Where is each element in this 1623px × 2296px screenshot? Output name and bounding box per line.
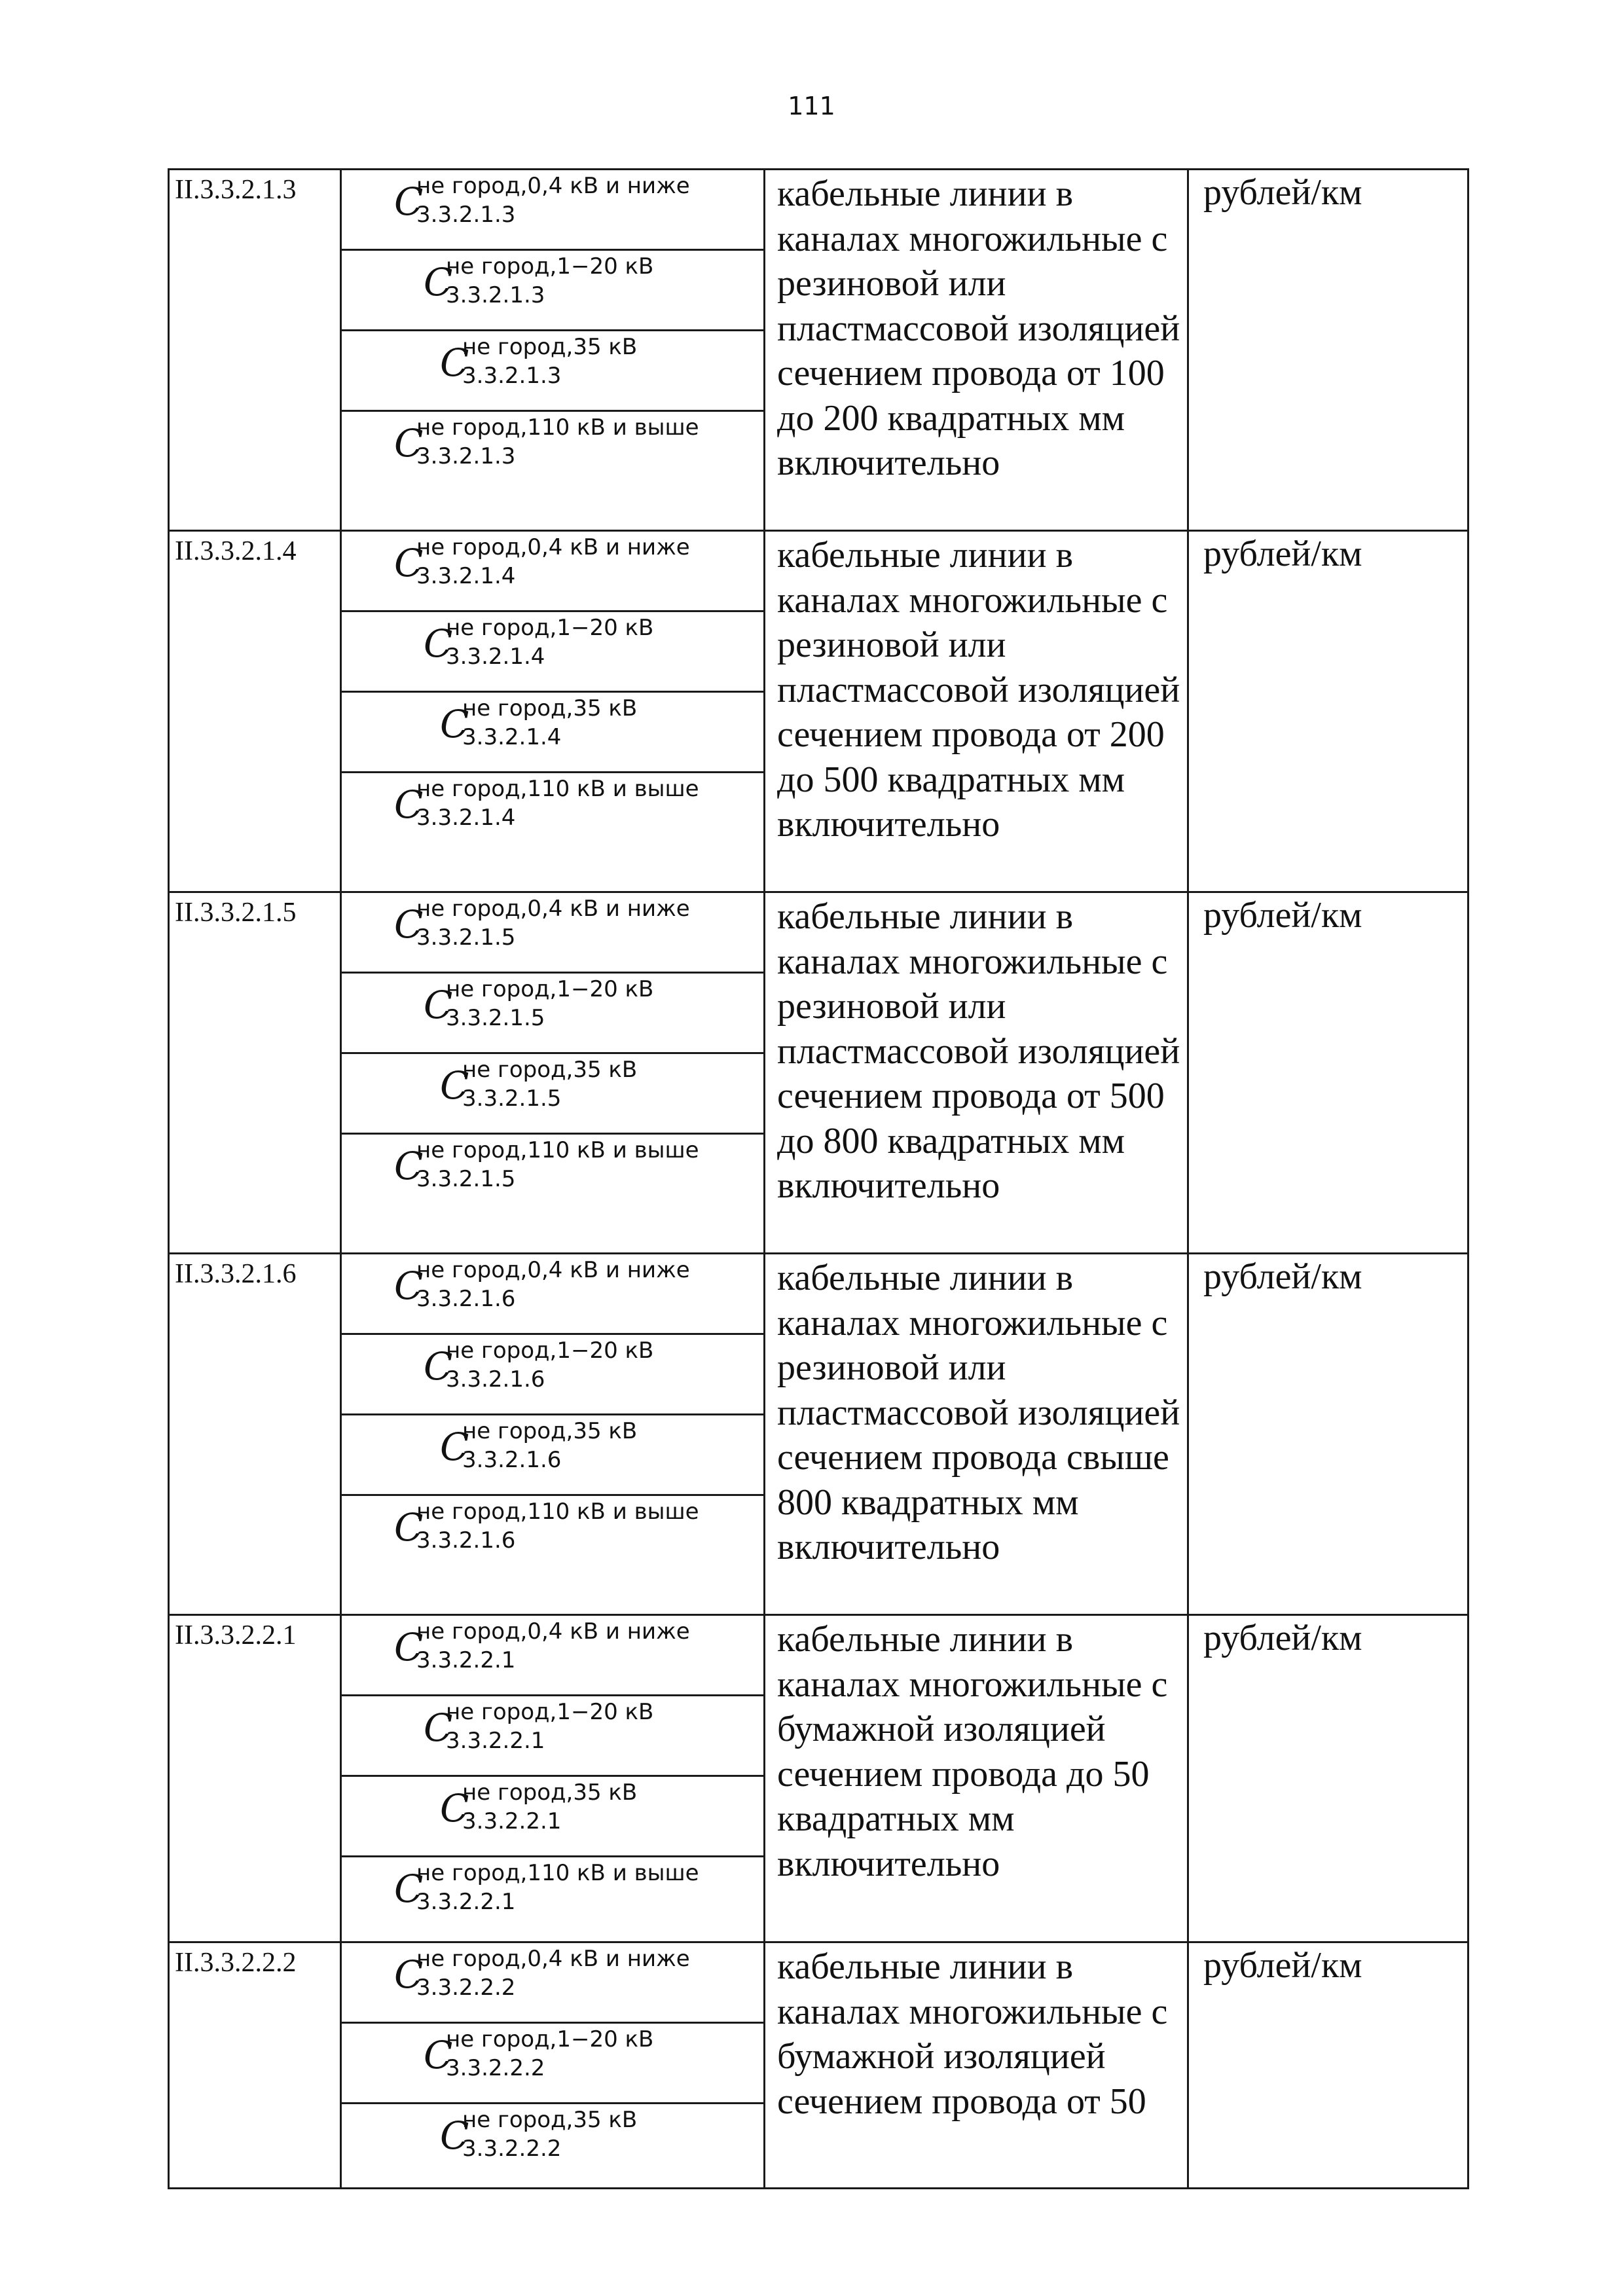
formula-subscript: 3.3.2.1.4	[416, 805, 516, 831]
formula-superscript: не город,1−20 кВ	[446, 253, 654, 280]
row-unit: рублей/км	[1188, 531, 1468, 892]
formula-subscript: 3.3.2.2.2	[416, 1975, 516, 2001]
formula-symbol: C	[394, 1505, 424, 1550]
formula-subscript: 3.3.2.1.5	[446, 1005, 545, 1031]
formula-cell	[341, 531, 765, 892]
formula	[394, 1946, 690, 2001]
formula-item	[342, 1777, 763, 1857]
formula-symbol: C	[394, 1952, 424, 1997]
formula-symbol: C	[394, 541, 424, 585]
formula-symbol: C	[394, 1867, 424, 1911]
row-description: кабельные линии в каналах многожильные с резиновой или пластмассовой изоляцией сечением провода от 500 до 800 квадратных мм включительно	[765, 892, 1188, 1254]
formula	[424, 253, 654, 308]
formula-symbol: C	[394, 179, 424, 224]
row-unit: рублей/км	[1188, 1615, 1468, 1942]
formula-item	[342, 693, 763, 773]
table-row	[169, 1615, 1468, 1942]
formula-subscript: 3.3.2.1.4	[416, 563, 516, 589]
formula	[394, 776, 699, 831]
row-description: кабельные линии в каналах многожильные с резиновой или пластмассовой изоляцией сечением провода от 100 до 200 квадратных мм включительно	[765, 170, 1188, 531]
formula-symbol: C	[424, 260, 453, 304]
formula-superscript: не город,1−20 кВ	[446, 976, 654, 1002]
formula-cell	[341, 170, 765, 531]
formula-superscript: не город,35 кВ	[462, 334, 638, 360]
formula-subscript: 3.3.2.1.6	[416, 1527, 516, 1554]
formula-item	[342, 251, 763, 331]
table-row	[169, 170, 1468, 531]
formula	[394, 1257, 690, 1312]
formula-subscript: 3.3.2.2.1	[462, 1808, 562, 1834]
formula	[440, 1057, 638, 1112]
formula-subscript: 3.3.2.1.4	[462, 724, 562, 750]
formula	[394, 896, 690, 951]
formula-item	[342, 974, 763, 1054]
formula-subscript: 3.3.2.2.1	[416, 1889, 516, 1915]
formula-item	[342, 532, 763, 612]
formula-list	[342, 1943, 763, 2187]
formula-list	[342, 532, 763, 891]
formula-list	[342, 1254, 763, 1614]
formula-subscript: 3.3.2.2.2	[446, 2055, 545, 2081]
formula-symbol: C	[394, 902, 424, 947]
formula-item	[342, 412, 763, 530]
formula-subscript: 3.3.2.2.1	[416, 1647, 516, 1673]
row-unit: рублей/км	[1188, 1254, 1468, 1615]
formula-subscript: 3.3.2.1.6	[462, 1447, 562, 1473]
formula-superscript: не город,35 кВ	[462, 695, 638, 721]
formula-superscript: не город,0,4 кВ и ниже	[416, 534, 690, 560]
row-description: кабельные линии в каналах многожильные с резиновой или пластмассовой изоляцией сечением провода свыше 800 квадратных мм включительно	[765, 1254, 1188, 1615]
formula-subscript: 3.3.2.2.1	[446, 1728, 545, 1754]
table-row	[169, 892, 1468, 1254]
row-code: II.3.3.2.2.1	[169, 1615, 341, 1942]
formula-superscript: не город,35 кВ	[462, 1057, 638, 1083]
formula-symbol: C	[424, 621, 453, 666]
formula-item	[342, 1616, 763, 1696]
formula-symbol: C	[440, 702, 469, 746]
formula-cell	[341, 892, 765, 1254]
formula	[424, 615, 654, 670]
formula-subscript: 3.3.2.2.2	[462, 2136, 562, 2162]
formula-symbol: C	[440, 1063, 469, 1108]
formula	[394, 414, 699, 469]
formula	[440, 2107, 638, 2162]
row-code: II.3.3.2.2.2	[169, 1942, 341, 2189]
formula-item	[342, 1943, 763, 2024]
formula-subscript: 3.3.2.1.3	[462, 363, 562, 389]
formula-symbol: C	[424, 1344, 453, 1389]
formula	[394, 1137, 699, 1192]
row-unit: рублей/км	[1188, 170, 1468, 531]
table-row	[169, 1254, 1468, 1615]
formula-superscript: не город,1−20 кВ	[446, 1338, 654, 1364]
formula-cell	[341, 1615, 765, 1942]
formula-item	[342, 1696, 763, 1777]
row-code: II.3.3.2.1.6	[169, 1254, 341, 1615]
row-description: кабельные линии в каналах многожильные с резиновой или пластмассовой изоляцией сечением провода от 200 до 500 квадратных мм включительно	[765, 531, 1188, 892]
formula	[440, 1418, 638, 1473]
formula-item	[342, 1135, 763, 1252]
row-code: II.3.3.2.1.3	[169, 170, 341, 531]
formula-superscript: не город,110 кВ и выше	[416, 414, 699, 441]
formula-subscript: 3.3.2.1.5	[416, 924, 516, 951]
formula-superscript: не город,0,4 кВ и ниже	[416, 1618, 690, 1645]
formula-symbol: C	[440, 1786, 469, 1831]
formula-item	[342, 773, 763, 891]
formula-subscript: 3.3.2.1.3	[416, 202, 516, 228]
formula	[424, 976, 654, 1031]
formula-cell	[341, 1942, 765, 2189]
formula	[394, 534, 690, 589]
formula	[394, 1499, 699, 1554]
formula-symbol: C	[394, 1264, 424, 1308]
formula-superscript: не город,0,4 кВ и ниже	[416, 1257, 690, 1283]
table-row	[169, 531, 1468, 892]
row-description: кабельные линии в каналах многожильные с бумажной изоляцией сечением провода от 50	[765, 1942, 1188, 2189]
formula-superscript: не город,1−20 кВ	[446, 615, 654, 641]
row-unit: рублей/км	[1188, 892, 1468, 1254]
formula-list	[342, 1616, 763, 1941]
formula-subscript: 3.3.2.1.5	[416, 1166, 516, 1192]
formula-superscript: не город,110 кВ и выше	[416, 776, 699, 802]
row-unit: рублей/км	[1188, 1942, 1468, 2189]
formula-subscript: 3.3.2.1.4	[446, 644, 545, 670]
formula	[440, 1779, 638, 1834]
formula-symbol: C	[424, 983, 453, 1027]
formula-list	[342, 170, 763, 530]
formula-item	[342, 1496, 763, 1614]
formula-item	[342, 1857, 763, 1941]
formula-symbol: C	[440, 2113, 469, 2158]
formula	[394, 1860, 699, 1915]
formula-item	[342, 1254, 763, 1335]
formula	[394, 173, 690, 228]
formula-list	[342, 893, 763, 1252]
tariff-table	[168, 168, 1469, 2189]
formula-symbol: C	[424, 1705, 453, 1750]
formula-item	[342, 2104, 763, 2187]
page-number: 111	[788, 92, 835, 120]
formula-subscript: 3.3.2.1.6	[446, 1366, 545, 1393]
row-code: II.3.3.2.1.4	[169, 531, 341, 892]
formula	[394, 1618, 690, 1673]
formula-superscript: не город,110 кВ и выше	[416, 1860, 699, 1886]
formula-symbol: C	[440, 1425, 469, 1469]
formula-item	[342, 612, 763, 693]
formula-item	[342, 170, 763, 251]
formula	[424, 2026, 654, 2081]
formula-subscript: 3.3.2.1.6	[416, 1286, 516, 1312]
formula-superscript: не город,1−20 кВ	[446, 2026, 654, 2052]
formula-superscript: не город,35 кВ	[462, 1418, 638, 1444]
row-code: II.3.3.2.1.5	[169, 892, 341, 1254]
formula-superscript: не город,0,4 кВ и ниже	[416, 896, 690, 922]
formula	[424, 1338, 654, 1393]
formula-superscript: не город,0,4 кВ и ниже	[416, 1946, 690, 1972]
formula-item	[342, 1054, 763, 1135]
row-description: кабельные линии в каналах многожильные с бумажной изоляцией сечением провода до 50 квадратных мм включительно	[765, 1615, 1188, 1942]
formula	[424, 1699, 654, 1754]
formula-superscript: не город,35 кВ	[462, 2107, 638, 2133]
formula-symbol: C	[394, 1625, 424, 1669]
formula-item	[342, 331, 763, 412]
formula-cell	[341, 1254, 765, 1615]
formula	[440, 334, 638, 389]
formula-subscript: 3.3.2.1.3	[416, 443, 516, 469]
table-row	[169, 1942, 1468, 2189]
formula-item	[342, 893, 763, 974]
formula-superscript: не город,0,4 кВ и ниже	[416, 173, 690, 199]
formula-subscript: 3.3.2.1.3	[446, 282, 545, 308]
formula-superscript: не город,1−20 кВ	[446, 1699, 654, 1725]
formula-superscript: не город,110 кВ и выше	[416, 1137, 699, 1163]
formula-item	[342, 1335, 763, 1415]
formula-item	[342, 2024, 763, 2104]
formula-subscript: 3.3.2.1.5	[462, 1085, 562, 1112]
formula	[440, 695, 638, 750]
formula-superscript: не город,110 кВ и выше	[416, 1499, 699, 1525]
formula-symbol: C	[394, 782, 424, 827]
formula-symbol: C	[394, 421, 424, 465]
formula-symbol: C	[394, 1144, 424, 1188]
formula-superscript: не город,35 кВ	[462, 1779, 638, 1806]
formula-symbol: C	[424, 2033, 453, 2077]
tariff-table-body	[169, 170, 1468, 2189]
formula-item	[342, 1415, 763, 1496]
formula-symbol: C	[440, 340, 469, 385]
